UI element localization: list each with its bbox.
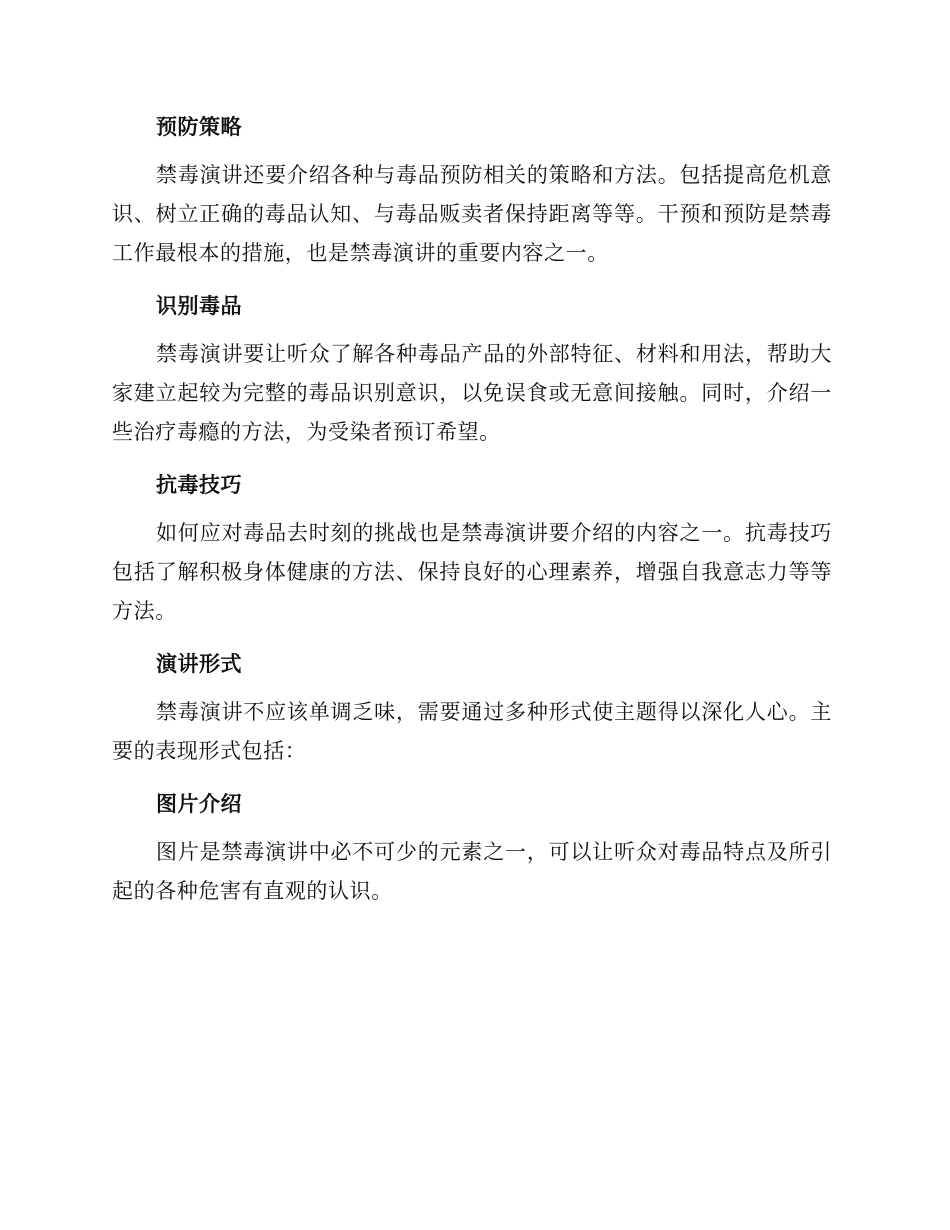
section-body-prevention: 禁毒演讲还要介绍各种与毒品预防相关的策略和方法。包括提高危机意识、树立正确的毒品认知、与毒品贩卖者保持距离等等。干预和预防是禁毒工作最根本的措施，也是禁毒演讲的重要内容之一。 xyxy=(112,163,832,265)
section-heading-identify-drugs: 识别毒品 xyxy=(156,294,242,318)
section-body-anti-drug-skills: 如何应对毒品去时刻的挑战也是禁毒演讲要介绍的内容之一。抗毒技巧包括了解积极身体健康的方法、保持良好的心理素养，增强自我意志力等等方法。 xyxy=(112,521,832,623)
section-heading-anti-drug-skills: 抗毒技巧 xyxy=(156,473,242,497)
section-heading-speech-format: 演讲形式 xyxy=(156,652,242,676)
section-body-identify-drugs: 禁毒演讲要让听众了解各种毒品产品的外部特征、材料和用法，帮助大家建立起较为完整的毒品识别意识，以免误食或无意间接触。同时，介绍一些治疗毒瘾的方法，为受染者预订希望。 xyxy=(112,342,832,444)
section-heading-picture-intro: 图片介绍 xyxy=(156,792,242,816)
document-page xyxy=(112,108,832,925)
section-body-speech-format: 禁毒演讲不应该单调乏味，需要通过多种形式使主题得以深化人心。主要的表现形式包括： xyxy=(112,700,832,763)
section-heading-prevention: 预防策略 xyxy=(156,115,242,139)
section-body-picture-intro: 图片是禁毒演讲中必不可少的元素之一，可以让听众对毒品特点及所引起的各种危害有直观的认识。 xyxy=(112,840,832,903)
